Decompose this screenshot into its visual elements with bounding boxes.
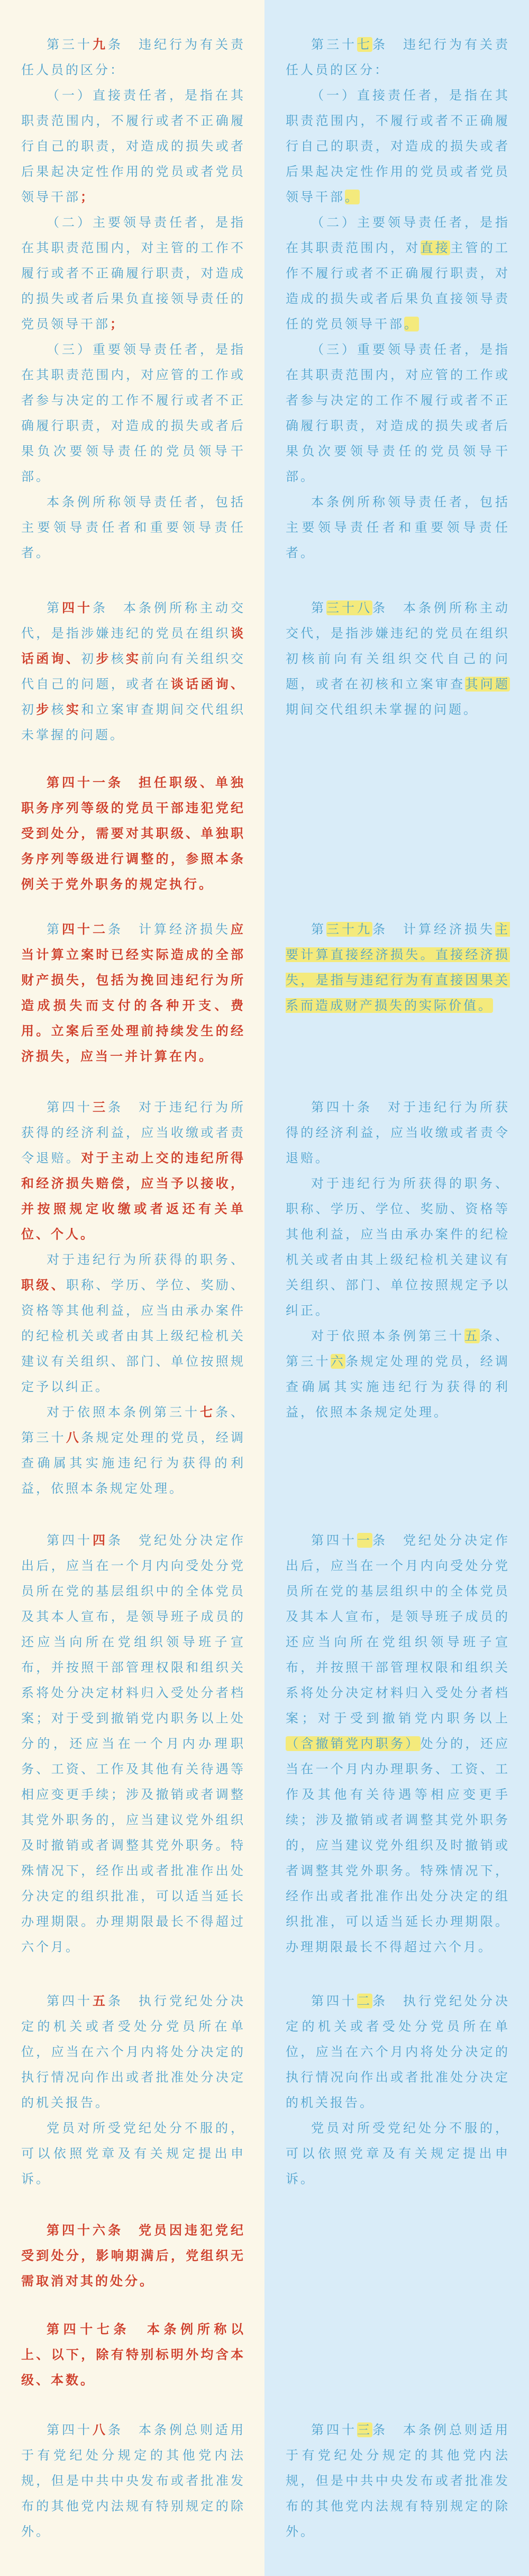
article — [21, 1528, 245, 1960]
removed-text-highlight: 。 — [404, 317, 419, 331]
text-run: 条 本条例所称主动交代，是指涉嫌违纪的党员在组织初核前向有关组织交代自己的问题，或者在初核和立案审查 — [286, 600, 510, 692]
paragraph — [286, 917, 510, 1018]
removed-text-highlight: 其问题 — [465, 677, 510, 692]
text-run: 条、第三十 — [21, 1405, 245, 1445]
text-run: 第四十 — [47, 1994, 93, 2008]
added-text: 九 — [93, 37, 108, 52]
text-run: 初 — [81, 651, 96, 666]
article — [21, 2417, 245, 2544]
text-run: 期间交代组织未掌握的问题。 — [286, 702, 478, 717]
paragraph — [286, 1528, 510, 1960]
paragraph — [21, 337, 245, 489]
added-text: 步 — [36, 702, 51, 717]
text-run: （一）直接责任者，是指在其职责范围内，不履行或者不正确履行自己的职责，对造成的损失或者后果起决定性作用的党员或者党员领导干部 — [21, 88, 245, 204]
added-text: 实 — [126, 651, 141, 666]
text-run: 党员对所受党纪处分不服的，可以依照党章及有关规定提出申诉。 — [286, 2121, 510, 2186]
added-text: ； — [110, 317, 125, 331]
removed-text-highlight: 一 — [357, 1533, 372, 1548]
paragraph — [21, 2317, 245, 2393]
article — [21, 1094, 245, 1501]
text-run: 条 党纪处分决定作出后，应当在一个月内向受处分党员所在党的基层组织中的全体党员及其本人宣布，是领导班子成员的还应当向所在党组织领导班子宣布，并按照干部管理权限和组织关系将处分决定材料归入受处分者档案；对于受到撤销党内职务以上处分的，还应当在一个月内办理职务、工资、工作及其他有关待遇等相应变更手续；涉及撤销或者调整其党外职务的，应当建议党外组织及时撤销或者调整其党外职务。特殊情况下，经作出或者批准作出处分决定的组织批准，可以适当延长办理期限。办理期限最长不得超过六个月。 — [21, 1533, 245, 1954]
removed-text-highlight: （含撤销党内职务） — [286, 1736, 421, 1751]
text-run: 条 计算经济损失 — [108, 922, 231, 937]
text-run: 条规定处理的党员，经调查确属其实施违纪行为获得的利益，依照本条规定处理。 — [21, 1430, 246, 1496]
paragraph — [21, 595, 245, 748]
text-run: 党员对所受党纪处分不服的，可以依照党章及有关规定提出申诉。 — [21, 2121, 245, 2186]
article — [286, 1094, 510, 1425]
text-run: 条 对于违纪行为所获得的经济利益，应当收缴或者责令退赔。 — [21, 1100, 245, 1165]
article — [286, 595, 510, 722]
text-run: 核 — [51, 702, 66, 717]
text-run: （二）主要领导责任者，是指在其职责范围内，对 — [286, 215, 510, 255]
removed-text-highlight: 二 — [357, 1994, 372, 2008]
text-run: 条 本条例所称主动交代，是指涉嫌违纪的党员在组织 — [21, 600, 245, 641]
text-run: 对于依照本条例第三十 — [311, 1329, 464, 1343]
removed-text-highlight: 五 — [464, 1329, 480, 1343]
text-run: 第 — [47, 922, 62, 937]
added-text: 四 — [93, 1533, 108, 1548]
added-text: 谈话函询、 — [170, 677, 246, 692]
article — [21, 1988, 245, 2192]
added-text: 四十二 — [62, 922, 108, 937]
right-column-original-text — [264, 0, 529, 2576]
paragraph — [21, 1988, 245, 2115]
added-text: 第四十一条 担任职级、单独职务序列等级的党员干部违犯党纪受到处分，需要对其职级、单独职务序列等级进行调整的，参照本条例关于党外职务的规定执行。 — [21, 775, 245, 892]
article — [286, 1988, 510, 2192]
removed-text-highlight: 直接 — [420, 240, 451, 255]
paragraph — [21, 2115, 245, 2192]
text-run: 本条例所称领导责任者，包括主要领导责任者和重要领导责任者。 — [21, 495, 245, 560]
paragraph — [21, 770, 245, 897]
text-run: 处分的，还应当在一个月内办理职务、工资、工作及其他有关待遇等相应变更手续；涉及撤销或者调整其党外职务的，应当建议党外组织及时撤销或者调整其党外职务。特殊情况下，经作出或者批准作出处分决定的组织批准，可以适当延长办理期限。办理期限最长不得超过六个月。 — [286, 1736, 510, 1954]
paragraph — [286, 210, 510, 337]
text-run: 第三十 — [311, 37, 357, 52]
article — [21, 770, 245, 897]
article — [286, 1528, 510, 1960]
removed-text-highlight: 三 — [357, 2422, 372, 2437]
text-run: 本条例所称领导责任者，包括主要领导责任者和重要领导责任者。 — [286, 495, 510, 560]
text-run: 第四十 — [311, 1994, 357, 2008]
article — [21, 595, 245, 748]
article — [21, 2317, 245, 2393]
added-text: 应当计算立案时已经实际造成的全部财产损失，包括为挽回违纪行为所造成损失而支付的各种开支、费用。立案后至处理前持续发生的经济损失，应当一并计算在内。 — [21, 922, 245, 1064]
text-run: 条、第三十 — [286, 1329, 510, 1369]
text-run: 主管的工作不履行或者不正确履行职责，对造成的损失或者后果负直接领导责任的党员领导干部 — [286, 240, 510, 331]
text-run: 前向有关组织交代自己的问题，或者在 — [21, 651, 246, 692]
text-run: 条 本条例总则适用于有党纪处分规定的其他党内法规，但是中共中央发布或者批准发布的其他党内法规有特别规定的除外。 — [286, 2422, 510, 2539]
paragraph — [21, 2218, 245, 2294]
text-run: （一）直接责任者，是指在其职责范围内，不履行或者不正确履行自己的职责，对造成的损失或者后果起决定性作用的党员或者党员领导干部 — [286, 88, 510, 204]
paragraph — [286, 2417, 510, 2544]
text-run: 条 执行党纪处分决定的机关或者受处分党员所在单位，应当在六个月内将处分决定的执行情况向作出或者批准处分决定的机关报告。 — [286, 1994, 510, 2110]
paragraph — [286, 32, 510, 83]
text-run: 条 本条例总则适用于有党纪处分规定的其他党内法规，但是中共中央发布或者批准发布的其他党内法规有特别规定的除外。 — [21, 2422, 245, 2539]
removed-text-highlight: 三十九 — [326, 922, 372, 937]
paragraph — [21, 917, 245, 1069]
left-column-revised-text — [0, 0, 264, 2576]
paragraph — [286, 1323, 510, 1425]
paragraph — [286, 337, 510, 489]
text-run: 条 计算经济损失 — [372, 922, 495, 937]
added-text: 谈话函询、 — [21, 626, 245, 666]
text-run: 第 — [311, 600, 326, 615]
added-text: 八 — [93, 2422, 108, 2437]
added-text: 八 — [66, 1430, 81, 1445]
article — [21, 917, 245, 1069]
added-text: ； — [80, 190, 95, 204]
text-run: 条 违纪行为有关责任人员的区分： — [21, 37, 245, 77]
paragraph — [286, 595, 510, 722]
paragraph — [21, 83, 245, 210]
paragraph — [286, 2115, 510, 2192]
removed-text-highlight: 三十八 — [326, 600, 372, 615]
text-run: 和立案审查期间交代组织未掌握的问题。 — [21, 702, 246, 742]
added-text: 实 — [66, 702, 81, 717]
text-run: 对于违纪行为所获得的职务、职称、学历、学位、奖励、资格等其他利益，应当由承办案件的纪检机关或者由其上级纪检机关建议有关组织、部门、单位按照规定予以纠正。 — [286, 1176, 510, 1318]
paragraph — [21, 489, 245, 566]
text-run: 第 — [47, 600, 62, 615]
paragraph — [21, 2417, 245, 2544]
text-run: （三）重要领导责任者，是指在其职责范围内，对应管的工作或者参与决定的工作不履行或者不正确履行职责，对造成的损失或者后果负次要领导责任的党员领导干部。 — [21, 342, 245, 484]
paragraph — [286, 1171, 510, 1323]
paragraph — [286, 489, 510, 566]
text-run: 条规定处理的党员，经调查确属其实施违纪行为获得的利益，依照本条规定处理。 — [286, 1354, 510, 1420]
text-run: 条 违纪行为有关责任人员的区分： — [286, 37, 510, 77]
text-run: （三）重要领导责任者，是指在其职责范围内，对应管的工作或者参与决定的工作不履行或者不正确履行职责，对造成的损失或者后果负次要领导责任的党员领导干部。 — [286, 342, 510, 484]
added-text: 对于主动上交的违纪所得和经济损失赔偿，应当予以接收，并按照规定收缴或者返还有关单位、个人。 — [21, 1151, 246, 1242]
paragraph — [21, 1528, 245, 1960]
text-run: 核 — [111, 651, 126, 666]
article — [286, 32, 510, 566]
text-run: 第四十 — [47, 1100, 93, 1115]
text-run: 第四十 — [311, 2422, 357, 2437]
text-run: 对于违纪行为所获得的职务、 — [47, 1252, 245, 1267]
paragraph — [21, 32, 245, 83]
text-run: 条 执行党纪处分决定的机关或者受处分党员所在单位，应当在六个月内将处分决定的执行情况向作出或者批准处分决定的机关报告。 — [21, 1994, 245, 2110]
paragraph — [286, 1094, 510, 1171]
text-run: 第 — [311, 922, 326, 937]
added-text: 步 — [96, 651, 111, 666]
removed-text-highlight: 七 — [357, 37, 372, 52]
added-text: 职级、 — [21, 1278, 66, 1293]
added-text: 三 — [93, 1100, 108, 1115]
text-run: 职称、学历、学位、奖励、资格等其他利益，应当由承办案件的纪检机关或者由其上级纪检机关建议有关组织、部门、单位按照规定予以纠正。 — [21, 1278, 246, 1394]
added-text: 第四十七条 本条例所称以上、以下，除有特别标明外均含本级、本数。 — [21, 2322, 245, 2387]
paragraph — [21, 1399, 245, 1501]
paragraph — [21, 1094, 245, 1247]
text-run: 第三十 — [47, 37, 93, 52]
article — [286, 2417, 510, 2544]
text-run: 第四十条 对于违纪行为所获得的经济利益，应当收缴或者责令退赔。 — [286, 1100, 510, 1165]
removed-text-highlight: 主要计算直接经济损失。直接经济损失，是指与违纪行为有直接因果关系而造成财产损失的实际价值。 — [286, 922, 510, 1013]
text-run: 第四十 — [311, 1533, 357, 1548]
paragraph — [286, 83, 510, 210]
article — [21, 32, 245, 566]
text-run: 初 — [21, 702, 37, 717]
text-run: （二）主要领导责任者，是指在其职责范围内，对主管的工作不履行或者不正确履行职责，对造成的损失或者后果负直接领导责任的党员领导干部 — [21, 215, 245, 331]
text-run: 条 党纪处分决定作出后，应当在一个月内向受处分党员所在党的基层组织中的全体党员及其本人宣布，是领导班子成员的还应当向所在党组织领导班子宣布，并按照干部管理权限和组织关系将处分决定材料归入受处分者档案；对于受到撤销党内职务以上 — [286, 1533, 510, 1726]
article — [21, 2218, 245, 2294]
removed-text-highlight: 。 — [345, 190, 360, 204]
text-run: 第四十 — [47, 2422, 93, 2437]
paragraph — [21, 1247, 245, 1399]
added-text: 五 — [93, 1994, 108, 2008]
paragraph — [286, 1988, 510, 2115]
added-text: 第四十六条 党员因违犯党纪受到处分，影响期满后，党组织无需取消对其的处分。 — [21, 2223, 245, 2288]
added-text: 七 — [200, 1405, 215, 1420]
paragraph — [21, 210, 245, 337]
text-run: 对于依照本条例第三十 — [47, 1405, 200, 1420]
text-run: 第四十 — [47, 1533, 93, 1548]
removed-text-highlight: 六 — [330, 1354, 346, 1369]
added-text: 四十 — [62, 600, 93, 615]
article — [286, 917, 510, 1018]
